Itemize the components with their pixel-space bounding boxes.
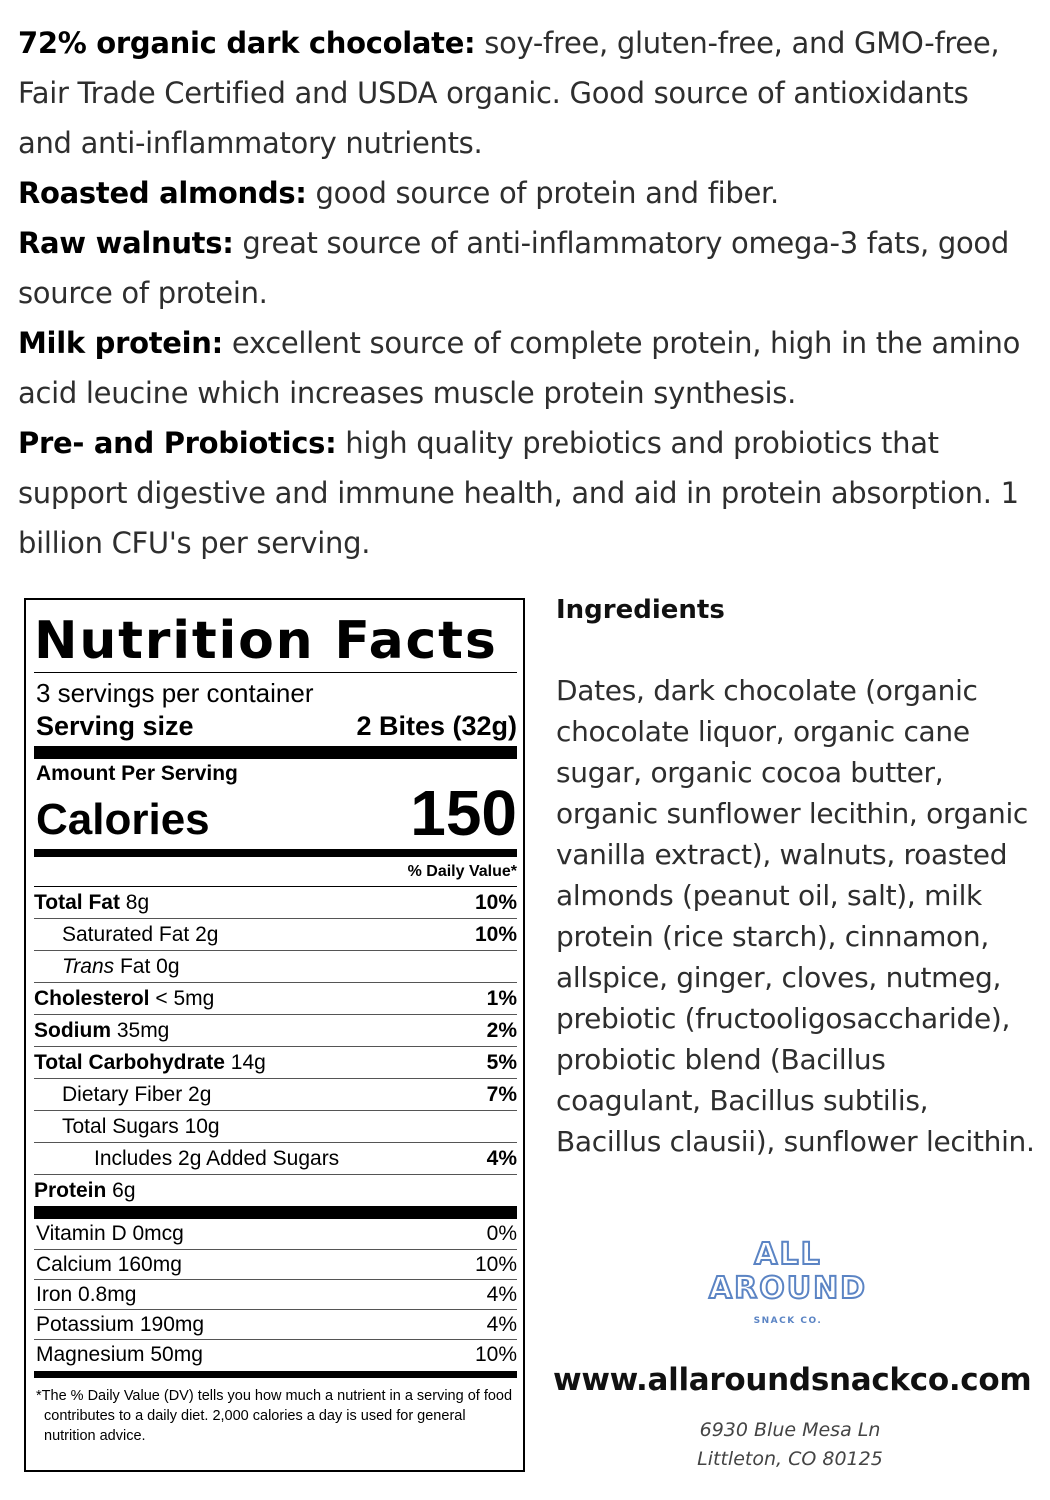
nutrient-pct: 1% (486, 986, 517, 1010)
nutrient-amount: < 5mg (149, 986, 215, 1010)
vitamin-row-iron (34, 1279, 517, 1309)
desc-label: 72% organic dark chocolate: (18, 26, 476, 60)
address-line-2: Littleton, CO 80125 (697, 1448, 883, 1470)
vitamin-name: Magnesium 50mg (36, 1342, 203, 1366)
desc-label: Milk protein: (18, 326, 223, 360)
logo-line-all: ALL (754, 1237, 822, 1272)
nutrient-row-saturated-fat (34, 918, 517, 950)
vitamin-row-calcium (34, 1249, 517, 1279)
vitamin-pct: 4% (486, 1282, 517, 1306)
daily-value-footnote (34, 1378, 517, 1446)
daily-value-header: % Daily Value* (407, 863, 517, 880)
nutrient-row-sodium (34, 1014, 517, 1046)
vitamin-name: Iron 0.8mg (36, 1282, 137, 1306)
nutrient-name: Sodium (34, 1018, 111, 1042)
product-description (18, 18, 1028, 568)
nutrient-name: Total Carbohydrate (34, 1050, 225, 1074)
vitamin-pct: 10% (474, 1342, 517, 1366)
nutrient-row-total-fat (34, 886, 517, 918)
nutrient-row-total-sugars (34, 1110, 517, 1142)
nutrient-amount: 8g (119, 890, 150, 914)
nutrient-name-italic: Trans (62, 954, 115, 978)
nutrient-row-dietary-fiber (34, 1078, 517, 1110)
nutrient-name: Protein (34, 1178, 107, 1202)
vitamin-pct: 0% (486, 1222, 517, 1245)
nutrient-row-cholesterol (34, 982, 517, 1014)
address (640, 1416, 940, 1474)
serving-size-label: Serving size (36, 711, 194, 741)
website-url: www.allaroundsnackco.com (553, 1362, 1032, 1398)
desc-item-walnuts (18, 218, 1028, 318)
nutrient-name: Total Fat (34, 890, 120, 914)
desc-label: Roasted almonds: (18, 176, 307, 210)
vitamin-row-magnesium (34, 1339, 517, 1369)
nutrient-amount: 14g (224, 1050, 266, 1074)
nutrient-pct: 5% (486, 1050, 517, 1074)
nutrient-pct: 10% (474, 890, 517, 914)
vitamin-pct: 4% (486, 1312, 517, 1336)
desc-label: Pre- and Probiotics: (18, 426, 337, 460)
nutrient-pct: 10% (474, 922, 517, 946)
logo-line-snack-co: SNACK CO. (753, 1316, 823, 1326)
nutrient-name: Cholesterol (34, 986, 150, 1010)
nutrient-pct: 7% (486, 1082, 517, 1106)
desc-text: good source of protein and fiber. (306, 176, 779, 210)
address-line-1: 6930 Blue Mesa Ln (699, 1419, 881, 1441)
vitamin-pct: 10% (474, 1252, 517, 1276)
nutrition-title: Nutrition Facts (34, 611, 498, 671)
desc-text: great source of anti-inflammatory omega-3 fats, good source of protein. (18, 226, 1009, 310)
serving-size (34, 709, 517, 743)
logo-line-around: AROUND (708, 1271, 868, 1306)
nutrient-name: Saturated Fat 2g (62, 922, 219, 946)
calories-value: 150 (410, 777, 517, 849)
nutrient-name: Includes 2g Added Sugars (94, 1146, 340, 1170)
desc-item-probiotics (18, 418, 1028, 568)
nutrient-row-total-carbohydrate (34, 1046, 517, 1078)
nutrient-amount: 35mg (111, 1018, 170, 1042)
desc-item-almonds (18, 168, 1028, 218)
nutrient-row-protein (34, 1174, 517, 1206)
ingredients-title: Ingredients (556, 595, 725, 625)
vitamin-name: Vitamin D 0mcg (36, 1222, 184, 1245)
vitamin-row-potassium (34, 1309, 517, 1339)
calories-label: Calories (36, 795, 210, 844)
servings-per-container: 3 servings per container (36, 678, 314, 708)
nutrient-row-added-sugars (34, 1142, 517, 1174)
nutrient-row-trans-fat (34, 950, 517, 982)
serving-size-value: 2 Bites (32g) (356, 711, 517, 741)
nutrient-pct: 4% (486, 1146, 517, 1170)
nutrient-name: Total Sugars 10g (62, 1114, 220, 1138)
vitamin-name: Potassium 190mg (36, 1312, 205, 1336)
vitamin-row-vitamin-d (34, 1219, 517, 1249)
desc-text: excellent source of complete protein, high in the amino acid leucine which increases muscle protein synthesis. (18, 326, 1021, 410)
amount-per-serving: Amount Per Serving (36, 762, 238, 785)
nutrient-pct: 2% (486, 1018, 517, 1042)
desc-item-chocolate (18, 18, 1028, 168)
desc-item-milk-protein (18, 318, 1028, 418)
ingredients-text: Dates, dark chocolate (organic chocolate liquor, organic cane sugar, organic cocoa butter, organic sunflower lecithin, organic vanilla extract), walnuts, roasted almonds (peanut oil, salt), milk protein (rice starch), cinnamon, allspice, ginger, cloves, nutmeg, prebiotic (fructooligosaccharide), probiotic blend (Bacillus coagulant, Bacillus subtilis, Bacillus clausii), sunflower lecithin. (556, 674, 1035, 1158)
nutrient-amount: 6g (106, 1178, 136, 1202)
calories-row (34, 779, 517, 847)
desc-text: high quality prebiotics and probiotics that support digestive and immune health, and aid in protein absorption. 1 billion CFU's per serving. (18, 426, 1019, 560)
desc-label: Raw walnuts: (18, 226, 234, 260)
footnote-text: *The % Daily Value (DV) tells you how much a nutrient in a serving of food contributes to a daily diet. 2,000 calories a day is used for general nutrition advice. (36, 1388, 513, 1444)
nutrition-facts-label (24, 598, 525, 1472)
brand-logo (700, 1238, 876, 1338)
vitamin-name: Calcium 160mg (36, 1252, 182, 1276)
desc-text: soy-free, gluten-free, and GMO-free, Fair Trade Certified and USDA organic. Good source of antioxidants and anti-inflammatory nutrients. (18, 26, 1000, 160)
nutrient-name: Dietary Fiber 2g (62, 1082, 212, 1106)
nutrient-name: Fat 0g (114, 954, 180, 978)
